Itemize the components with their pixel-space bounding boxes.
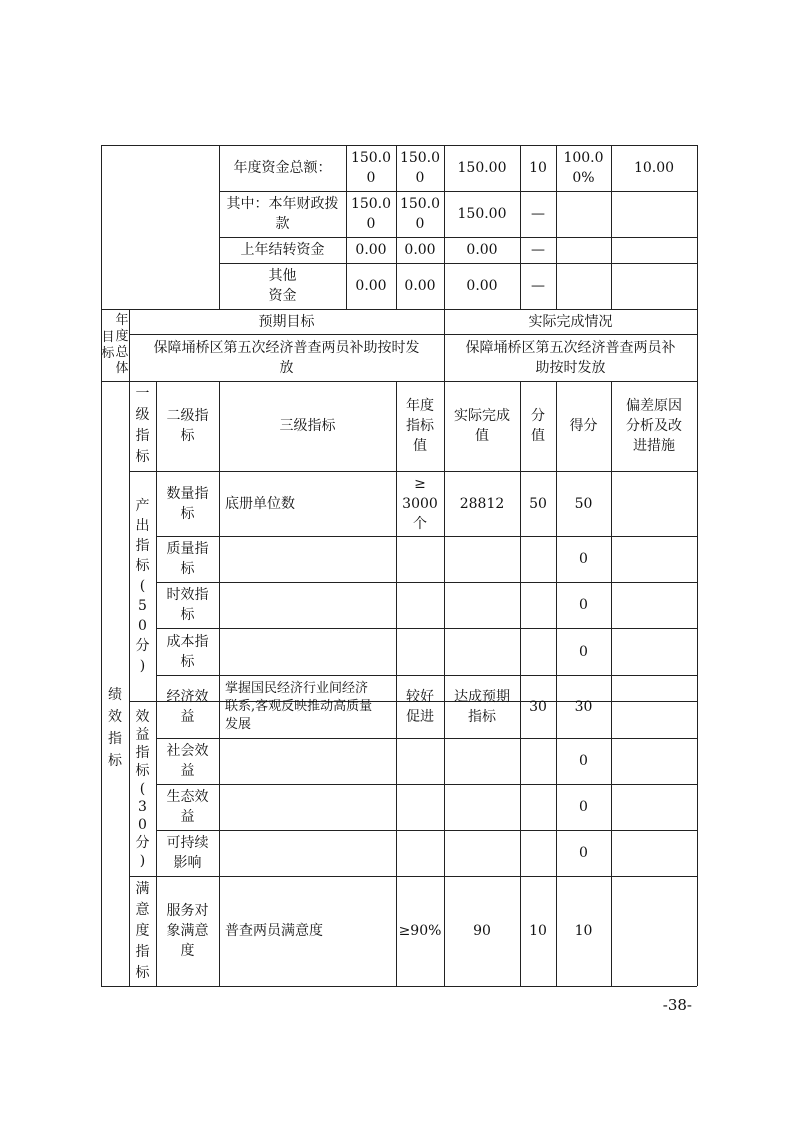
- indicator-weight: 10: [529, 923, 547, 939]
- indicator-target: [396, 738, 444, 784]
- fund-rate-total: 100.0 0%: [563, 150, 604, 186]
- fund-weight-carryover: —: [531, 242, 545, 258]
- indicator-level3: [219, 536, 396, 582]
- fund-adjusted-total: 150.0 0: [399, 150, 441, 186]
- indicator-level3: [219, 628, 396, 675]
- indicator-score: 0: [579, 643, 588, 660]
- indicator-target: [396, 830, 444, 876]
- indicator-weight: [520, 830, 556, 876]
- indicator-actual: 90: [473, 923, 491, 939]
- performance-side-label: 绩 效 指 标: [108, 687, 122, 769]
- indicator-weight: [520, 738, 556, 784]
- indicator-score: 50: [574, 495, 593, 512]
- page-number: -38-: [662, 996, 692, 1014]
- indicator-level3: [219, 582, 396, 628]
- indicator-score: 10: [574, 923, 593, 939]
- indicator-reason: [611, 784, 697, 830]
- indicator-level3: 普查两员满意度: [225, 923, 323, 939]
- indicator-target: ≥90%: [398, 923, 442, 939]
- fund-adjusted-carryover: 0.00: [404, 242, 436, 258]
- header-level1: 一 级 指 标: [135, 386, 150, 465]
- fund-budget-carryover: 0.00: [355, 242, 387, 258]
- fund-budget-other: 0.00: [355, 278, 387, 294]
- fund-weight-fiscal: —: [531, 206, 545, 222]
- indicator-target: ≥ 3000 个: [402, 475, 438, 532]
- indicator-level2: 可持续 影响: [166, 835, 209, 871]
- indicator-weight: [520, 536, 556, 582]
- fund-adjusted-other: 0.00: [404, 278, 436, 294]
- table-rule: [101, 986, 697, 987]
- indicator-weight: [520, 628, 556, 675]
- indicator-actual: [444, 738, 520, 784]
- group-satisfaction-label: 满 意 度 指 标: [135, 880, 150, 981]
- fund-budget-fiscal: 150.0 0: [350, 196, 392, 232]
- indicator-reason: [611, 830, 697, 876]
- fund-label-total: 年度资金总额：: [233, 160, 332, 176]
- actual-goal-header: 实际完成情况: [528, 313, 613, 330]
- indicator-level2: 数量指 标: [166, 485, 209, 522]
- indicator-weight: [520, 784, 556, 830]
- fund-weight-other: —: [531, 278, 545, 294]
- indicator-level2: 经济效 益: [166, 688, 209, 725]
- indicator-score: 0: [579, 799, 588, 815]
- indicator-weight: [520, 582, 556, 628]
- indicator-reason: [611, 536, 697, 582]
- indicator-reason: [611, 582, 697, 628]
- indicator-score: 0: [579, 597, 588, 613]
- header-target: 年度 指标 值: [406, 398, 434, 454]
- fund-score-total: 10.00: [633, 160, 675, 176]
- indicator-score: 0: [579, 845, 588, 861]
- fund-executed-carryover: 0.00: [466, 242, 498, 258]
- indicator-weight: 50: [529, 495, 547, 512]
- indicator-level3: [219, 784, 396, 830]
- goals-side-label-b: 目 标: [101, 330, 115, 361]
- indicator-level3: 底册单位数: [225, 495, 295, 512]
- indicator-reason: [611, 876, 697, 986]
- indicator-target: [396, 784, 444, 830]
- indicator-reason: [611, 738, 697, 784]
- header-weight: 分 值: [531, 408, 545, 444]
- indicator-target: [396, 536, 444, 582]
- indicator-target: 较好 促进: [406, 688, 434, 725]
- header-level3: 三级指标: [279, 418, 336, 434]
- expected-goal-header: 预期目标: [258, 313, 315, 330]
- fund-executed-fiscal: 150.00: [457, 206, 507, 222]
- indicator-level2: 时效指 标: [166, 587, 209, 623]
- fund-weight-total: 10: [529, 160, 547, 176]
- indicator-target: [396, 628, 444, 675]
- fund-label-other: 其他 资金: [268, 268, 297, 304]
- fund-executed-other: 0.00: [466, 278, 498, 294]
- indicator-actual: [444, 628, 520, 675]
- indicator-actual: [444, 582, 520, 628]
- indicator-level3: [219, 830, 396, 876]
- header-score: 得分: [569, 418, 598, 434]
- indicator-actual: 达成预期 指标: [454, 688, 510, 725]
- fund-adjusted-fiscal: 150.0 0: [399, 196, 441, 232]
- fund-budget-total: 150.0 0: [350, 150, 392, 186]
- indicator-actual: [444, 784, 520, 830]
- group-benefit-label: 效 益 指 标 ( 3 0 分 ): [135, 708, 150, 869]
- indicator-actual: 28812: [459, 495, 505, 512]
- indicator-score: 0: [579, 753, 588, 769]
- indicator-score: 30: [574, 698, 593, 715]
- indicator-reason: [611, 675, 697, 738]
- indicator-level2: 服务对 象满意 度: [166, 903, 209, 959]
- indicator-reason: [611, 471, 697, 536]
- indicator-actual: [444, 830, 520, 876]
- indicator-level3: [219, 738, 396, 784]
- header-reason: 偏差原因 分析及改 进措施: [626, 398, 682, 454]
- indicator-weight: 30: [529, 698, 547, 715]
- fund-label-carryover: 上年结转资金: [240, 242, 325, 258]
- indicator-level2: 成本指 标: [166, 633, 209, 670]
- goals-side-label-a: 年 度 总 体: [115, 313, 129, 376]
- expected-goal-text: 保障埇桥区第五次经济普查两员补助按时发 放: [153, 339, 420, 376]
- group-output-label: 产 出 指 标 ( 5 0 分 ): [135, 498, 150, 674]
- actual-goal-text: 保障埇桥区第五次经济普查两员补 助按时发放: [465, 339, 676, 376]
- table-rule: [697, 145, 698, 986]
- indicator-actual: [444, 536, 520, 582]
- indicator-target: [396, 582, 444, 628]
- indicator-level2: 生态效 益: [166, 789, 209, 825]
- fund-label-fiscal: 其中：本年财政拨 款: [226, 196, 339, 232]
- indicator-level2: 社会效 益: [166, 743, 209, 779]
- indicator-level2: 质量指 标: [166, 541, 209, 577]
- fund-executed-total: 150.00: [457, 160, 507, 176]
- header-actual: 实际完成 值: [454, 408, 510, 444]
- indicator-reason: [611, 628, 697, 675]
- indicator-score: 0: [579, 551, 588, 567]
- indicator-level3: 掌握国民经济行业间经济 联系,客观反映推动高质量 发展: [225, 680, 373, 732]
- header-level2: 二级指 标: [166, 408, 209, 444]
